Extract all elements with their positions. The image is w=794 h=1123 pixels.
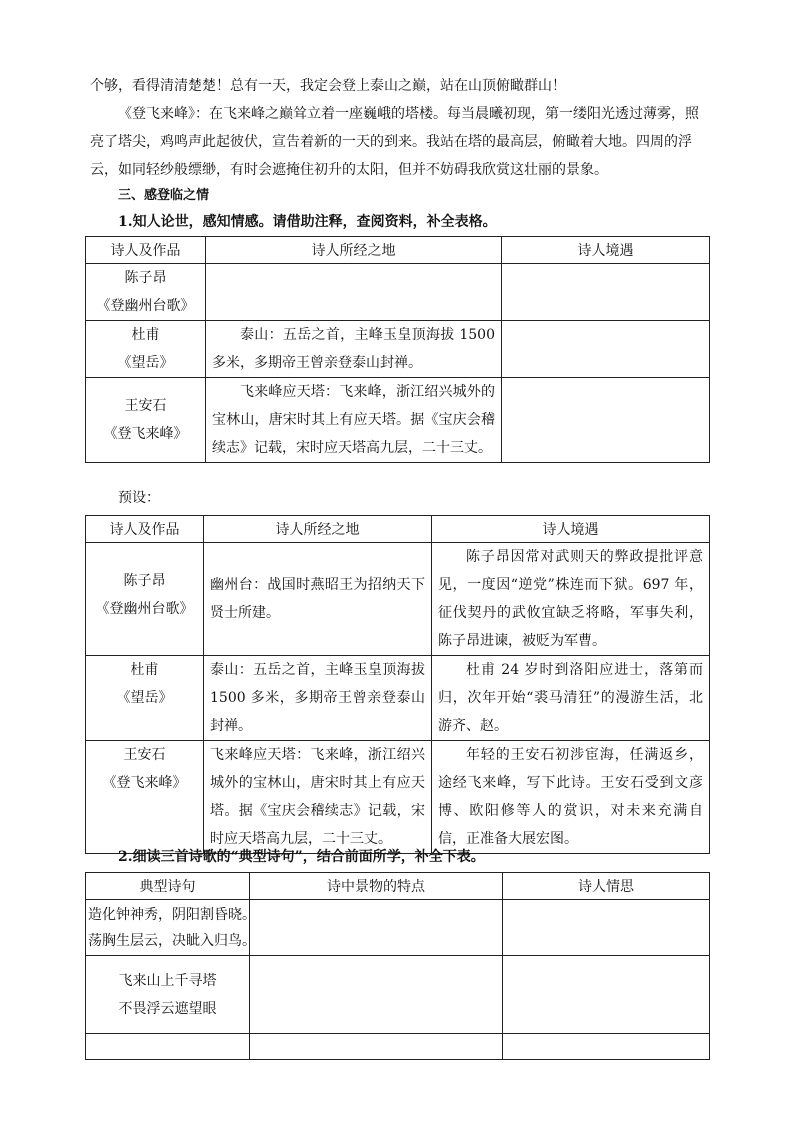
feature-cell [250, 900, 503, 956]
table-header-row [86, 873, 710, 900]
situation-cell: 杜甫 24 岁时到洛阳应进士，落第而归，次年开始“裘马清狂”的漫游生活，北游齐、赵。 [432, 656, 710, 741]
poem-title: 《登幽州台歌》 [96, 298, 195, 314]
poem-title: 《望岳》 [117, 355, 174, 371]
verse-cell [86, 900, 256, 956]
poem-title: 《登飞来峰》 [103, 426, 188, 442]
header-cell: 典型诗句 [86, 873, 250, 900]
question-1: 1.知人论世，感知情感。请借助注释，查阅资料，补全表格。 [118, 214, 497, 230]
feature-cell [250, 1034, 503, 1060]
header-cell: 诗人境遇 [432, 516, 710, 543]
header-cell: 诗人所经之地 [206, 237, 502, 264]
poet-cell [86, 378, 206, 463]
situation-cell [502, 264, 710, 321]
header-cell: 诗人情思 [503, 873, 710, 900]
poet-cell [86, 321, 206, 378]
poet-cell [86, 741, 204, 854]
verse-cell [86, 956, 250, 1034]
verse-line: 不畏浮云遮望眼 [118, 1000, 217, 1017]
question-2: 2.细读三首诗歌的“典型诗句”，结合前面所学，补全下表。 [118, 849, 485, 865]
poet-name: 杜甫 [131, 327, 160, 343]
place-cell: 幽州台：战国时燕昭王为招纳天下贤士所建。 [204, 543, 432, 656]
poet-name: 王安石 [124, 398, 167, 414]
poet-cell [86, 543, 204, 656]
feature-cell [250, 956, 503, 1034]
table-row [86, 900, 710, 956]
table-header-row [86, 237, 710, 264]
verse-line: 荡胸生层云，决眦入归鸟。 [88, 932, 256, 949]
emotion-cell [503, 956, 710, 1034]
table-2 [85, 515, 710, 854]
emotion-cell [503, 900, 710, 956]
poem-title: 《登飞来峰》 [102, 775, 187, 791]
situation-cell [502, 321, 710, 378]
table-row [86, 321, 710, 378]
poet-cell [86, 656, 204, 741]
section-title: 三、感登临之情 [118, 188, 210, 203]
table-row [86, 656, 710, 741]
verse-line: 造化钟神秀，阴阳割昏晓。 [88, 906, 256, 923]
preset-label: 预设： [118, 490, 160, 506]
place-cell: 泰山：五岳之首，主峰玉皇顶海拔 1500 多米，多期帝王曾亲登泰山封禅。 [206, 321, 502, 378]
verse-cell [86, 1034, 250, 1060]
table-row [86, 378, 710, 463]
table-row [86, 264, 710, 321]
poet-name: 杜甫 [130, 662, 159, 678]
header-cell: 诗中景物的特点 [250, 873, 503, 900]
table-row [86, 543, 710, 656]
poet-cell [86, 264, 206, 321]
table-row [86, 1034, 710, 1060]
poem-title: 《望岳》 [116, 690, 173, 706]
place-cell: 飞来峰应天塔：飞来峰，浙江绍兴城外的宝林山，唐宋时其上有应天塔。据《宝庆会稽续志》记载，宋时应天塔高九层，二十三丈。 [204, 741, 432, 854]
poet-name: 陈子昂 [124, 270, 167, 286]
poet-name: 陈子昂 [123, 573, 166, 589]
header-cell: 诗人及作品 [86, 237, 206, 264]
header-cell: 诗人所经之地 [204, 516, 432, 543]
intro-line: 个够，看得清清楚楚！总有一天，我定会登上泰山之巅，站在山顶俯瞰群山！ [90, 78, 566, 94]
emotion-cell [503, 1034, 710, 1060]
header-cell: 诗人及作品 [86, 516, 204, 543]
header-cell: 诗人境遇 [502, 237, 710, 264]
intro-paragraph: 《登飞来峰》：在飞来峰之巅耸立着一座巍峨的塔楼。每当晨曦初现，第一缕阳光透过薄雾，照亮了塔尖，鸡鸣声此起彼伏，宣告着新的一天的到来。我站在塔的最高层，俯瞰着大地。四周的浮云，如同轻纱般缥缈，有时会遮掩住初升的太阳，但并不妨碍我欣赏这壮丽的景象。 [90, 106, 699, 178]
poem-title: 《登幽州台歌》 [95, 601, 194, 617]
situation-cell: 年轻的王安石初涉宦海，任满返乡，途经飞来峰，写下此诗。王安石受到文彦博、欧阳修等人的赏识，对未来充满自信，正准备大展宏图。 [432, 741, 710, 854]
place-cell: 泰山：五岳之首，主峰玉皇顶海拔 1500 多米，多期帝王曾亲登泰山封禅。 [204, 656, 432, 741]
verse-line: 飞来山上千寻塔 [118, 972, 217, 989]
situation-cell [502, 378, 710, 463]
table-3 [85, 872, 710, 1060]
place-cell [206, 264, 502, 321]
poet-name: 王安石 [123, 747, 166, 763]
situation-cell: 陈子昂因常对武则天的弊政提批评意见，一度因“逆党”株连而下狱。697 年，征伐契丹的武攸宜缺乏将略，军事失利，陈子昂进谏，被贬为军曹。 [432, 543, 710, 656]
table-row [86, 741, 710, 854]
table-row [86, 956, 710, 1034]
table-header-row [86, 516, 710, 543]
table-1 [85, 236, 710, 463]
place-cell: 飞来峰应天塔：飞来峰，浙江绍兴城外的宝林山，唐宋时其上有应天塔。据《宝庆会稽续志》记载，宋时应天塔高九层，二十三丈。 [206, 378, 502, 463]
